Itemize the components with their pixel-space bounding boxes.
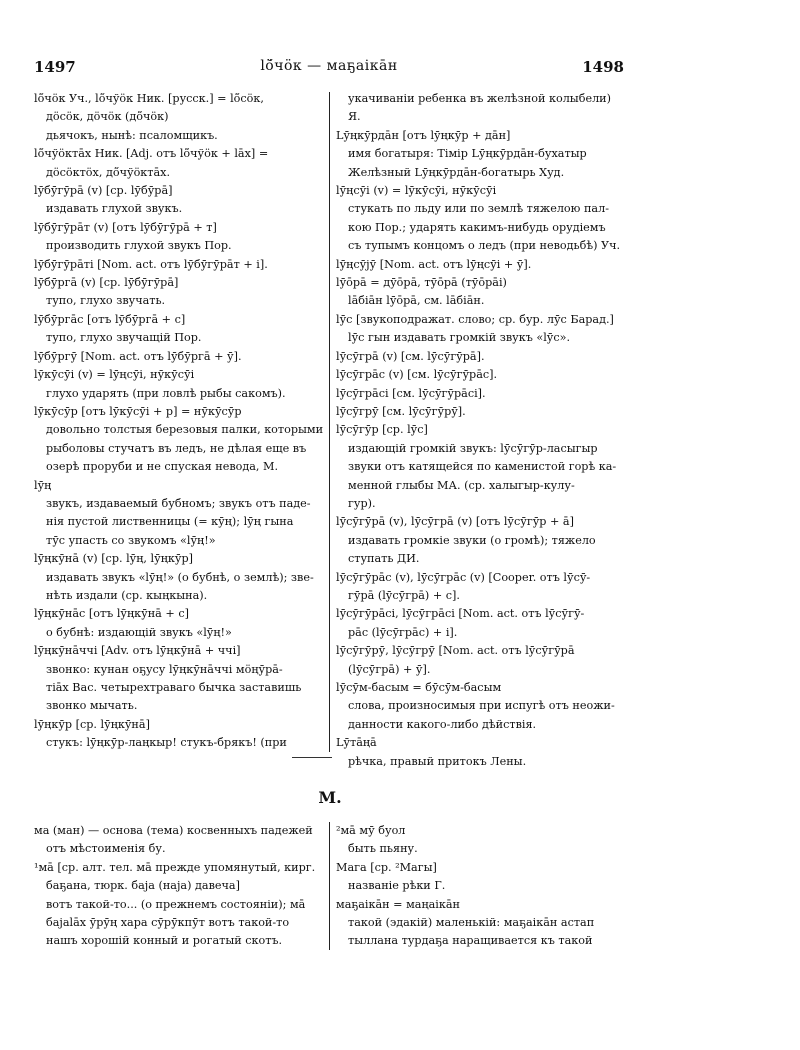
- entry-definition: бајаlāх ӯрӯң хара сӯрӯкпӯт вотъ такой-то: [46, 916, 290, 930]
- entry-headword: lӯңсӯі (v) = lӯкӯсӯі, нӯкӯсӯі: [336, 184, 497, 198]
- dictionary-entry: [336, 256, 626, 274]
- column-divider-lower: [329, 822, 330, 950]
- entry-headword: lӯсӯгӯрāс (v), lӯсӯгрāс (v) [Cooper. отъ lӯсӯ-: [336, 570, 591, 584]
- dictionary-entry: [34, 605, 324, 642]
- entry-headword: lӯсӯгрā (v) [см. lӯсӯгӯрā].: [336, 349, 485, 363]
- entry-headword: Lӯңкӯрдāн [отъ lӯңкӯр + дāн]: [336, 128, 511, 142]
- entry-definition: съ тупымъ концомъ о ледъ (при неводьбѣ) Уч.: [348, 239, 621, 253]
- entry-headword: lӯсӯм-басым = бӯсӯм-басым: [336, 681, 502, 694]
- dictionary-entry: [336, 311, 626, 348]
- dictionary-entry: [336, 90, 626, 127]
- right-column: [336, 90, 626, 771]
- entry-definition: рāс (lӯсӯгрāс) + і].: [348, 625, 458, 639]
- entry-definition: вотъ такой-то... (о прежнемъ состояніи); мā: [46, 897, 306, 911]
- entry-headword: lӯсӯгӯрā (v), lӯсӯгрā (v) [отъ lӯсӯгӯр + ā]: [336, 515, 574, 529]
- left-page-number: 1497: [34, 58, 76, 76]
- entry-definition: названіе рѣки Г.: [348, 879, 446, 893]
- entry-definition: издающій громкій звукъ: lӯсӯгӯр-ласыгыр: [348, 441, 598, 455]
- entry-definition: о бубнѣ: издающій звукъ «lӯң!»: [46, 625, 232, 639]
- dictionary-entry: [34, 716, 324, 753]
- entry-headword: lӯңкӯр [ср. lӯңкӯнā]: [34, 717, 150, 731]
- entry-definition: данности какого-либо дѣйствія.: [348, 717, 537, 731]
- entry-headword: lӯкӯсӯі (v) = lӯңсӯі, нӯкӯсӯі: [34, 368, 195, 382]
- running-title: lö̆чöк — маҕаікāн: [260, 58, 398, 74]
- dictionary-entry: [34, 182, 324, 219]
- entry-definition: lāбіāн lӯōрā, см. lāбіāн.: [348, 294, 485, 308]
- dictionary-entry: [336, 734, 626, 771]
- entry-definition: Желѣзный Lӯңкӯрдāн-богатырь Худ.: [348, 165, 565, 179]
- entry-definition: издавать звукъ «lӯң!» (о бубнѣ, о землѣ); зве-: [46, 570, 314, 584]
- section-separator: [292, 757, 332, 758]
- entry-headword: lӯс [звукоподражат. слово; ср. бур. лӯс Барад.]: [336, 312, 614, 326]
- dictionary-entry: [336, 385, 626, 403]
- entry-definition: озерѣ проруби и не спуская невода, М.: [46, 460, 279, 474]
- section-letter: М.: [318, 788, 342, 807]
- dictionary-entry: [336, 513, 626, 568]
- entry-definition: стукъ: lӯңкӯр-лаңкыр! стукъ-брякъ! (при: [46, 736, 287, 750]
- entry-definition: звонко мычать.: [46, 699, 138, 713]
- dictionary-entry: [34, 859, 324, 951]
- entry-headword: lӯбӯргā (v) [ср. lӯбӯгӯрā]: [34, 276, 179, 290]
- entry-headword: lӯбӯгӯрāт (v) [отъ lӯбӯгӯрā + т]: [34, 220, 217, 234]
- entry-headword: Lӯтāңā: [336, 736, 377, 750]
- entry-headword: lӯсӯгрāсі [см. lӯсӯгӯрāсі].: [336, 386, 486, 400]
- entry-definition: lӯс гын издавать громкій звукъ «lӯс».: [348, 331, 571, 345]
- entry-headword: lö̆чўöктāх Ник. [Adj. отъ lö̆чўöк + lāх] =: [34, 147, 269, 161]
- entry-definition: нія пустой лиственницы (= кӯң); lӯң гына: [46, 515, 294, 529]
- entry-definition: (lӯсӯгрā) + ӯ].: [348, 662, 431, 676]
- entry-headword: lӯңкӯнāччі [Adv. отъ lӯңкӯнā + ччі]: [34, 644, 241, 658]
- dictionary-entry: [34, 311, 324, 348]
- entry-definition: издавать глухой звукъ.: [46, 202, 183, 216]
- entry-headword: lӯкӯсӯр [отъ lӯкӯсӯі + р] = нӯкӯсӯр: [34, 404, 242, 418]
- entry-headword: Мага [ср. ²Магы]: [336, 860, 437, 874]
- entry-definition: отъ мѣстоименія бу.: [46, 842, 166, 856]
- entry-definition: гӯрā (lӯсӯгрā) + с].: [348, 588, 460, 602]
- entry-definition: производить глухой звукъ Пор.: [46, 239, 232, 253]
- entry-headword: ²мā мӯ буол: [336, 824, 406, 837]
- left-column: [34, 90, 324, 753]
- entry-definition: быть пьяну.: [348, 842, 418, 856]
- dictionary-entry: [34, 274, 324, 311]
- entry-headword: lӯбӯргāс [отъ lӯбӯргā + с]: [34, 312, 186, 326]
- entry-definition: менной глыбы МА. (ср. халыгыр-кулу-: [348, 478, 575, 492]
- entry-definition: звуки отъ катящейся по каменистой горѣ ка-: [348, 460, 617, 474]
- entry-definition: кою Пор.; ударять какимъ-нибудь орудіемъ: [348, 220, 606, 234]
- entry-definition: рѣчка, правый притокъ Лены.: [348, 754, 527, 768]
- entry-definition: тупо, глухо звучащій Пор.: [46, 331, 202, 345]
- entry-definition: тӯс упасть со звукомъ «lӯң!»: [46, 533, 216, 547]
- right-page-number: 1498: [582, 58, 624, 76]
- dictionary-entry: [336, 403, 626, 421]
- entry-definition: издавать громкіе звуки (о громѣ); тяжело: [348, 533, 596, 547]
- entry-definition: дöсöктöх, дö̆чўöктāх.: [46, 165, 171, 179]
- entry-headword: ¹мā [ср. алт. тел. мā прежде упомянутый, кирг.: [34, 860, 316, 874]
- entry-definition: такой (эдакій) маленькій: маҕаікāн астап: [348, 916, 595, 930]
- dictionary-entry: [34, 219, 324, 256]
- entry-headword: lӯсӯгӯрӯ, lӯсӯгрӯ [Nom. act. отъ lӯсӯгӯрā: [336, 644, 575, 658]
- entry-definition: ступать ДИ.: [348, 552, 420, 566]
- entry-headword: lӯбӯргӯ [Nom. act. отъ lӯбӯргā + ӯ].: [34, 349, 242, 363]
- entry-headword: lӯсӯгӯр [ср. lӯс]: [336, 423, 428, 437]
- dictionary-entry: [34, 822, 324, 859]
- page-header: [34, 58, 624, 82]
- entry-definition: укачиваніи ребенка въ желѣзной колыбели) Я.: [348, 92, 611, 124]
- dictionary-entry: [336, 127, 626, 182]
- dictionary-entry: [34, 90, 324, 145]
- dictionary-entry: [336, 274, 626, 311]
- dictionary-entry: [336, 366, 626, 384]
- dictionary-entry: [336, 348, 626, 366]
- entry-definition: тупо, глухо звучать.: [46, 294, 166, 308]
- dictionary-entry: [336, 822, 626, 859]
- entry-headword: lӯсӯгрāс (v) [см. lӯсӯгӯрāс].: [336, 368, 498, 382]
- dictionary-entry: [336, 182, 626, 256]
- dictionary-entry: [34, 366, 324, 403]
- dictionary-entry: [336, 642, 626, 679]
- entry-definition: нашъ хорошій конный и рогатый скотъ.: [46, 934, 283, 948]
- entry-definition: слова, произносимыя при испугѣ отъ неожи-: [348, 699, 615, 713]
- dictionary-entry: [336, 679, 626, 734]
- entry-definition: имя богатыря: Тімір Lӯңкӯрдāн-бухатыр: [348, 147, 587, 161]
- entry-definition: довольно толстыя березовыя палки, которыми: [46, 423, 324, 437]
- entry-definition: нѣть издали (ср. кыңкына).: [46, 588, 208, 602]
- dictionary-entry: [336, 859, 626, 896]
- m-right-column: [336, 822, 626, 951]
- dictionary-entry: [336, 421, 626, 513]
- entry-headword: lӯңсӯјӯ [Nom. act. отъ lӯңсӯі + ӯ].: [336, 257, 532, 271]
- entry-definition: гур).: [348, 496, 376, 510]
- dictionary-entry: [34, 256, 324, 274]
- entry-definition: тыллана турдаҕа наращивается къ такой: [348, 934, 593, 948]
- dictionary-entry: [336, 569, 626, 606]
- entry-headword: lӯң: [34, 478, 52, 492]
- dictionary-entry: [336, 896, 626, 951]
- dictionary-entry: [34, 550, 324, 605]
- entry-headword: маҕаікāн = маңаікāн: [336, 897, 461, 911]
- dictionary-entry: [34, 477, 324, 551]
- dictionary-entry: [336, 605, 626, 642]
- entry-headword: lӯбӯгӯрā (v) [ср. lӯбӯрā]: [34, 184, 173, 198]
- entry-definition: баҕана, тюрк. баја (наја) давеча]: [46, 879, 240, 893]
- entry-headword: lӯбӯгӯрāті [Nom. act. отъ lӯбӯгӯрāт + і].: [34, 257, 268, 271]
- entry-headword: lӯңкӯнā (v) [ср. lӯң, lӯңкӯр]: [34, 552, 193, 566]
- dictionary-entry: [34, 145, 324, 182]
- entry-headword: lö̆чöк Уч., lö̆чўöк Ник. [русск.] = lö̆сöк,: [34, 92, 264, 105]
- entry-headword: lӯōрā = дӯōрā, тӯōрā (тӯōрāі): [336, 276, 507, 290]
- entry-definition: звукъ, издаваемый бубномъ; звукъ отъ паде-: [46, 496, 311, 510]
- m-left-column: [34, 822, 324, 951]
- dictionary-entry: [34, 348, 324, 366]
- entry-headword: lӯңкӯнāс [отъ lӯңкӯнā + с]: [34, 607, 189, 621]
- entry-definition: дьячокъ, нынѣ: псаломщикъ.: [46, 128, 218, 142]
- column-divider: [329, 92, 330, 752]
- entry-definition: тіāх Вас. четырехтраваго бычка заставишь: [46, 681, 302, 694]
- entry-headword: lӯсӯгрӯ [см. lӯсӯгӯрӯ].: [336, 404, 466, 418]
- entry-definition: рыболовы стучатъ въ ледъ, не дѣлая еще въ: [46, 441, 307, 455]
- entry-definition: дöсöк, дöчöк (дö̆чöк): [46, 110, 169, 124]
- dictionary-entry: [34, 642, 324, 716]
- entry-headword: lӯсӯгӯрāсі, lӯсӯгрāсі [Nom. act. отъ lӯсӯгӯ-: [336, 607, 585, 621]
- entry-definition: стукать по льду или по землѣ тяжелою пал-: [348, 202, 609, 216]
- entry-definition: звонко: кунан оҕусу lӯңкӯнāччі мöңӯрā-: [46, 662, 283, 676]
- entry-definition: глухо ударять (при ловлѣ рыбы сакомъ).: [46, 386, 286, 400]
- dictionary-entry: [34, 403, 324, 477]
- entry-headword: ма (ман) — основа (тема) косвенныхъ падежей: [34, 824, 313, 837]
